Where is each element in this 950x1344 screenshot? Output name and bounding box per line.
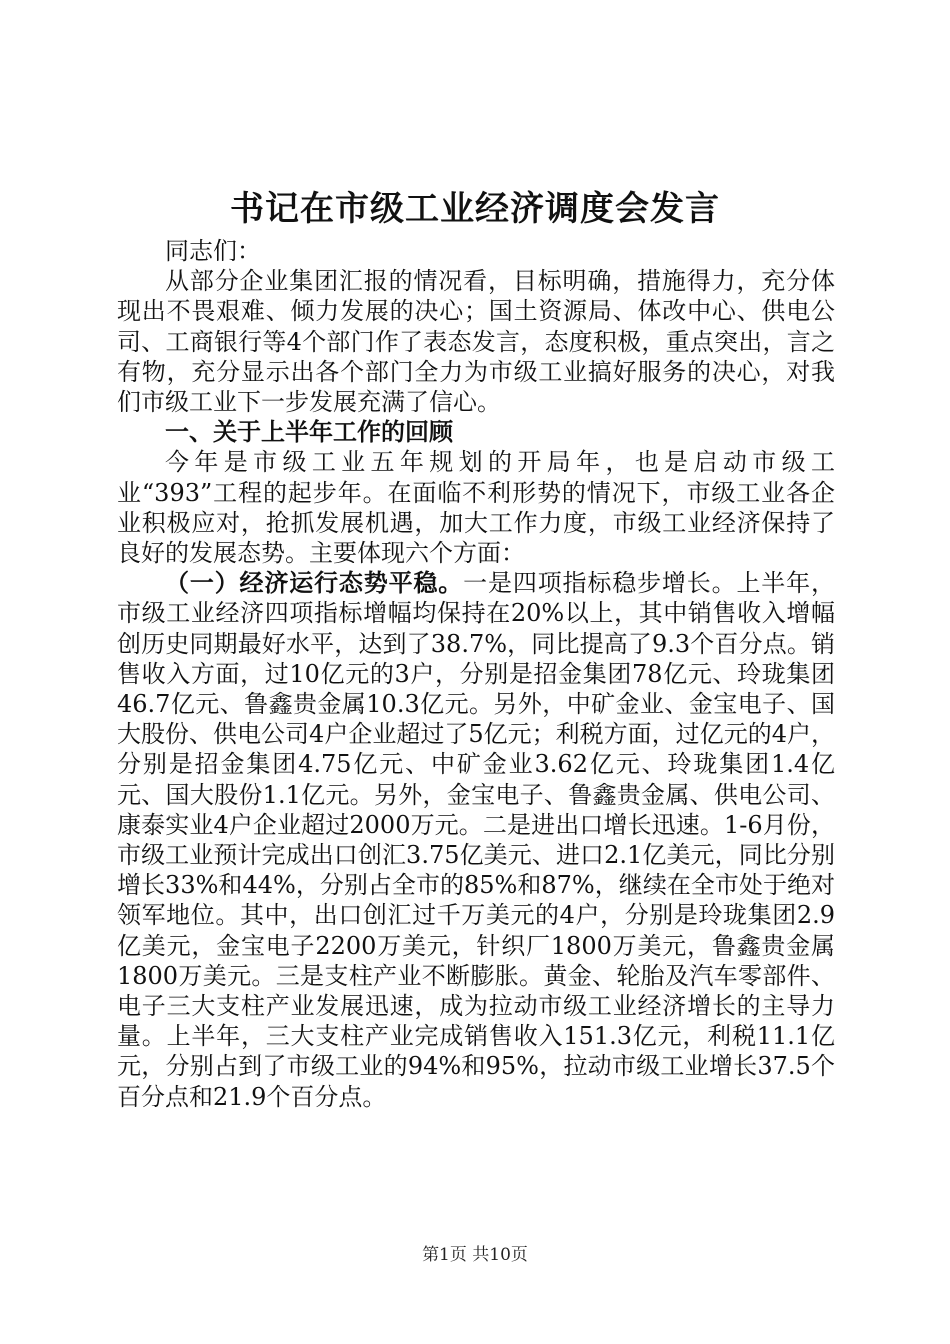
paragraph-2: 今年是市级工业五年规划的开局年，也是启动市级工业“393”工程的起步年。在面临不利形势的情况下，市级工业各企业积极应对，抢抓发展机遇，加大工作力度，市级工业经济保持了良好的发展态势。主要体现六个方面： [117, 448, 835, 568]
document-title: 书记在市级工业经济调度会发言 [230, 189, 720, 229]
section-heading-1: 一、关于上半年工作的回顾 [165, 417, 453, 447]
paragraph-3 [117, 568, 835, 1112]
document-body [117, 236, 835, 1112]
paragraph-3-text: 一是四项指标稳步增长。上半年，市级工业经济四项指标增幅均保持在20%以上，其中销售收入增幅创历史同期最好水平，达到了38.7%，同比提高了9.3个百分点。销售收入方面，过10亿元的3户，分别是招金集团78亿元、玲珑集团46.7亿元、鲁鑫贵金属10.3亿元。另外，中矿金业、金宝电子、国大股份、供电公司4户企业超过了5亿元；利税方面，过亿元的4户，分别是招金集团4.75亿元、中矿金业3.62亿元、玲珑集团1.4亿元、国大股份1.1亿元。另外，金宝电子、鲁鑫贵金属、供电公司、康泰实业4户企业超过2000万元。二是进出口增长迅速。1-6月份，市级工业预计完成出口创汇3.75亿美元、进口2.1亿美元，同比分别增长33%和44%，分别占全市的85%和87%，继续在全市处于绝对领军地位。其中，出口创汇过千万美元的4户，分别是玲珑集团2.9亿美元，金宝电子2200万美元，针织厂1800万美元，鲁鑫贵金属1800万美元。三是支柱产业不断膨胀。黄金、轮胎及汽车零部件、电子三大支柱产业发展迅速，成为拉动市级工业经济增长的主导力量。上半年，三大支柱产业完成销售收入151.3亿元，利税11.1亿元，分别占到了市级工业的94%和95%，拉动市级工业增长37.5个百分点和21.9个百分点。 [117, 569, 836, 1111]
greeting: 同志们： [165, 237, 261, 265]
paragraph-1: 从部分企业集团汇报的情况看，目标明确，措施得力，充分体现出不畏艰难、倾力发展的决心；国土资源局、体改中心、供电公司、工商银行等4个部门作了表态发言，态度积极，重点突出，言之有物，充分显示出各个部门全力为市级工业搞好服务的决心，对我们市级工业下一步发展充满了信心。 [117, 267, 835, 417]
page-footer: 第1页 共10页 [422, 1245, 528, 1265]
subsection-heading: （一）经济运行态势平稳。 [165, 568, 464, 598]
